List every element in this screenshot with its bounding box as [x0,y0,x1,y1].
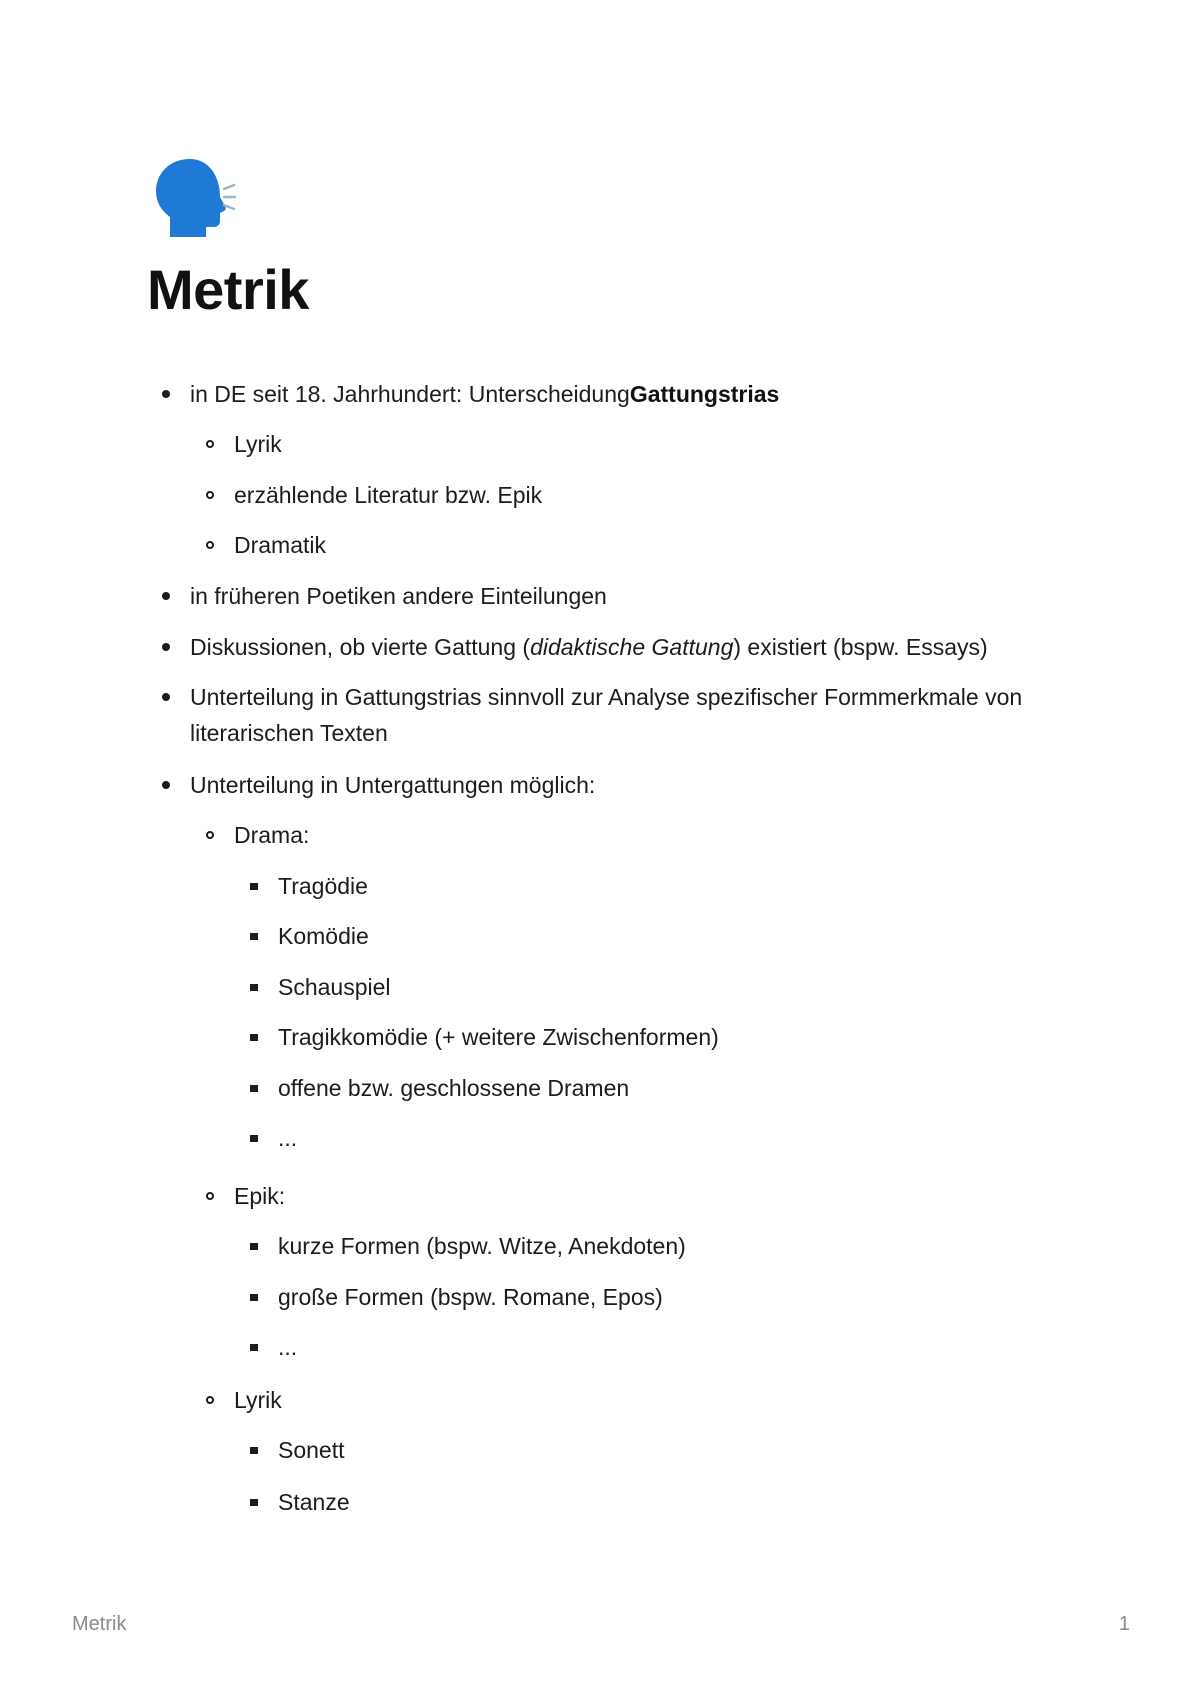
list-item [278,1484,350,1520]
page-title: Metrik [147,258,309,321]
list-item-text: Unterteilung in Gattungstrias sinnvoll zur Analyse spezifischer Formmerkmale von literarischen Texten [190,684,1023,746]
list-item-text: in früheren Poetiken andere Einteilungen [190,583,607,609]
list-item-text: Stanze [278,1489,350,1515]
list-item-text: Dramatik [234,532,327,558]
bullet-square [250,1034,258,1041]
list-item [190,376,779,412]
bullet-square [250,984,258,991]
bullet-disc [162,390,170,398]
bullet-square [250,1294,258,1301]
list-item [234,527,326,563]
bullet-square [250,1447,258,1454]
list-item [234,426,282,462]
list-item [234,477,542,513]
bullet-circle [206,1396,214,1404]
list-item-text: ) existiert (bspw. Essays) [733,634,988,660]
footer-title: Metrik [72,1613,127,1635]
list-item [278,1120,297,1156]
bullet-square [250,1085,258,1092]
list-item-text: Diskussionen, ob vierte Gattung ( [190,634,531,660]
list-item [278,969,391,1005]
list-item-text: Schauspiel [278,974,391,1000]
speaking-head-icon [150,155,236,241]
list-item-italic: didaktische Gattung [530,634,734,660]
bullet-circle [206,491,214,499]
page-number: 1 [1118,1613,1130,1635]
list-item-text: Tragödie [278,873,368,899]
list-item [278,1019,719,1055]
list-item [278,918,369,954]
bullet-circle [206,541,214,549]
list-item [190,679,1050,751]
list-item-text: Sonett [278,1437,345,1463]
list-item-text: kurze Formen (bspw. Witze, Anekdoten) [278,1233,686,1259]
list-item [190,578,607,614]
list-item-text: erzählende Literatur bzw. Epik [234,482,543,508]
list-item-text: große Formen (bspw. Romane, Epos) [278,1284,663,1310]
bullet-circle [206,1192,214,1200]
list-item [278,1070,629,1106]
list-item [278,868,368,904]
list-item-text: Epik: [234,1183,286,1209]
list-item [278,1329,297,1365]
bullet-circle [206,440,214,448]
list-item-text: in DE seit 18. Jahrhundert: Unterscheidung [190,381,630,407]
list-item [278,1432,345,1468]
list-item-text: Komödie [278,923,369,949]
bullet-disc [162,693,170,701]
bullet-square [250,1344,258,1351]
bullet-disc [162,592,170,600]
list-item [278,1279,663,1315]
list-item [190,629,988,665]
list-item [234,1178,285,1214]
list-item [234,1382,282,1418]
list-item-text: Tragikkomödie (+ weitere Zwischenformen) [278,1024,719,1050]
list-item-text: Lyrik [234,1387,282,1413]
list-item [278,1228,686,1264]
bullet-square [250,883,258,890]
list-item [234,817,309,853]
list-item-text: ... [278,1334,298,1360]
list-item [190,767,595,803]
bullet-square [250,933,258,940]
list-item-bold: Gattungstrias [629,381,780,407]
bullet-disc [162,781,170,789]
bullet-circle [206,831,214,839]
bullet-disc [162,643,170,651]
list-item-text: ... [278,1125,298,1151]
list-item-text: Lyrik [234,431,282,457]
list-item-text: Unterteilung in Untergattungen möglich: [190,772,596,798]
list-item-text: Drama: [234,822,310,848]
list-item-text: offene bzw. geschlossene Dramen [278,1075,630,1101]
bullet-square [250,1243,258,1250]
bullet-square [250,1499,258,1506]
bullet-square [250,1135,258,1142]
